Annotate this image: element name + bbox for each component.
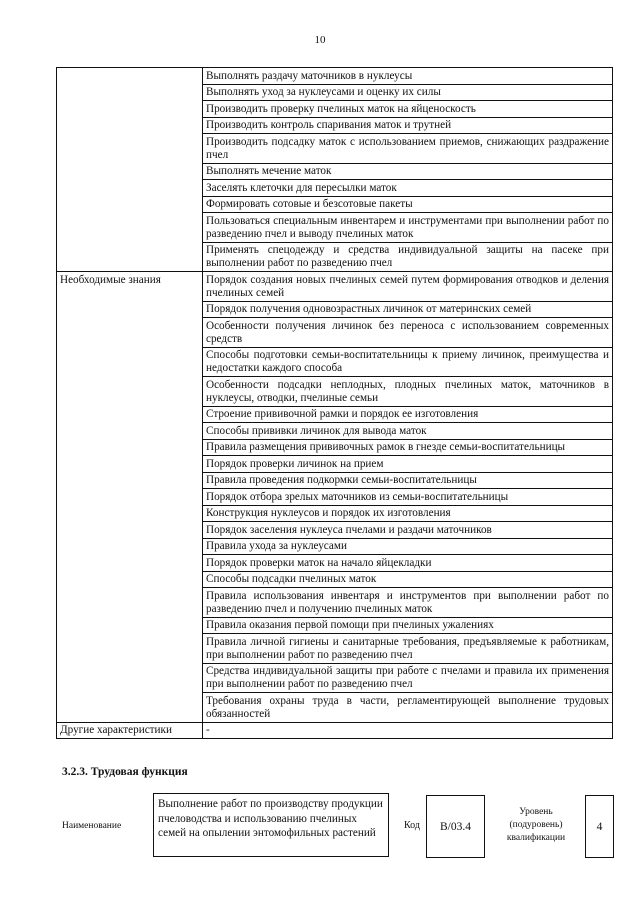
- section-title: 3.2.3. Трудовая функция: [62, 766, 188, 778]
- table-cell-item: Особенности получения личинок без переноса с использованием современных средств: [203, 318, 613, 348]
- table-cell-item: Порядок проверки личинок на прием: [203, 456, 613, 473]
- table-cell-item: Способы подготовки семьи-воспитательницы к приему личинок, преимущества и недостатки каждого способа: [203, 347, 613, 377]
- table-cell-item: -: [203, 722, 613, 739]
- table-cell-item: Производить подсадку маток с использованием приемов, снижающих раздражение пчел: [203, 134, 613, 164]
- table-cell-item: Способы подсадки пчелиных маток: [203, 571, 613, 588]
- table-row: [57, 68, 613, 85]
- table-cell-item: Применять спецодежду и средства индивидуальной защиты на пасеке при выполнении работ по разведению пчел: [203, 242, 613, 272]
- page-number: 10: [314, 34, 326, 46]
- qualification-level-label: Уровень (подуровень) квалификации: [506, 807, 566, 843]
- table-cell-item: Выполнять мечение маток: [203, 163, 613, 180]
- table-cell-item: Требования охраны труда в части, регламентирующей выполнение трудовых обязанностей: [203, 693, 613, 723]
- table-cell-item: Порядок заселения нуклеуса пчелами и раздачи маточников: [203, 522, 613, 539]
- table-cell-item: Способы прививки личинок для вывода маток: [203, 423, 613, 440]
- table-row: [57, 722, 613, 739]
- table-cell-item: Правила использования инвентаря и инструментов при выполнении работ по разведению пчел и получению пчелиных маток: [203, 588, 613, 618]
- table-cell-item: Выполнять уход за нуклеусами и оценку их силы: [203, 84, 613, 101]
- table-cell-item: Пользоваться специальным инвентарем и инструментами при выполнении работ по разведению пчел и выводу пчелиных маток: [203, 213, 613, 243]
- table-cell-item: Заселять клеточки для пересылки маток: [203, 180, 613, 197]
- table-cell-item: Правила личной гигиены и санитарные требования, предъявляемые к работникам, при выполнении работ по разведению пчел: [203, 634, 613, 664]
- table-cell-item: Выполнять раздачу маточников в нуклеусы: [203, 68, 613, 85]
- code-label: Код: [404, 820, 420, 831]
- function-name-box: Выполнение работ по производству продукции пчеловодства и использованию пчелиных семей на опылении энтомофильных растений: [153, 793, 389, 857]
- table-cell-item: Средства индивидуальной защиты при работе с пчелами и правила их применения при выполнении работ по разведению пчел: [203, 663, 613, 693]
- table-cell-item: Особенности подсадки неплодных, плодных пчелиных маток, маточников в нуклеусы, отводки, пчелиные семьи: [203, 377, 613, 407]
- qualification-level-box: 4: [585, 795, 614, 858]
- table-cell-item: Правила размещения прививочных рамок в гнезде семьи-воспитательницы: [203, 439, 613, 456]
- table-cell-item: Правила проведения подкормки семьи-воспитательницы: [203, 472, 613, 489]
- table-cell-item: Порядок проверки маток на начало яйцекладки: [203, 555, 613, 572]
- table-cell-item: Конструкция нуклеусов и порядок их изготовления: [203, 505, 613, 522]
- table-cell-item: Производить проверку пчелиных маток на яйценоскость: [203, 101, 613, 118]
- table-cell-item: Правила оказания первой помощи при пчелиных ужалениях: [203, 617, 613, 634]
- table-cell-item: Порядок получения одновозрастных личинок от материнских семей: [203, 301, 613, 318]
- table-cell-item: Порядок отбора зрелых маточников из семьи-воспитательницы: [203, 489, 613, 506]
- table-cell-item: Формировать сотовые и безсотовые пакеты: [203, 196, 613, 213]
- name-label: Наименование: [62, 821, 122, 831]
- table-cell-item: Порядок создания новых пчелиных семей путем формирования отводков и деления пчелиных семей: [203, 272, 613, 302]
- row-group-label: Другие характеристики: [57, 722, 203, 739]
- table-cell-item: Строение прививочной рамки и порядок ее изготовления: [203, 406, 613, 423]
- row-group-label: [57, 68, 203, 272]
- table-cell-item: Правила ухода за нуклеусами: [203, 538, 613, 555]
- table-cell-item: Производить контроль спаривания маток и трутней: [203, 117, 613, 134]
- requirements-table: [56, 67, 613, 739]
- table-row: [57, 272, 613, 302]
- function-code-box: B/03.4: [426, 795, 485, 858]
- row-group-label: Необходимые знания: [57, 272, 203, 723]
